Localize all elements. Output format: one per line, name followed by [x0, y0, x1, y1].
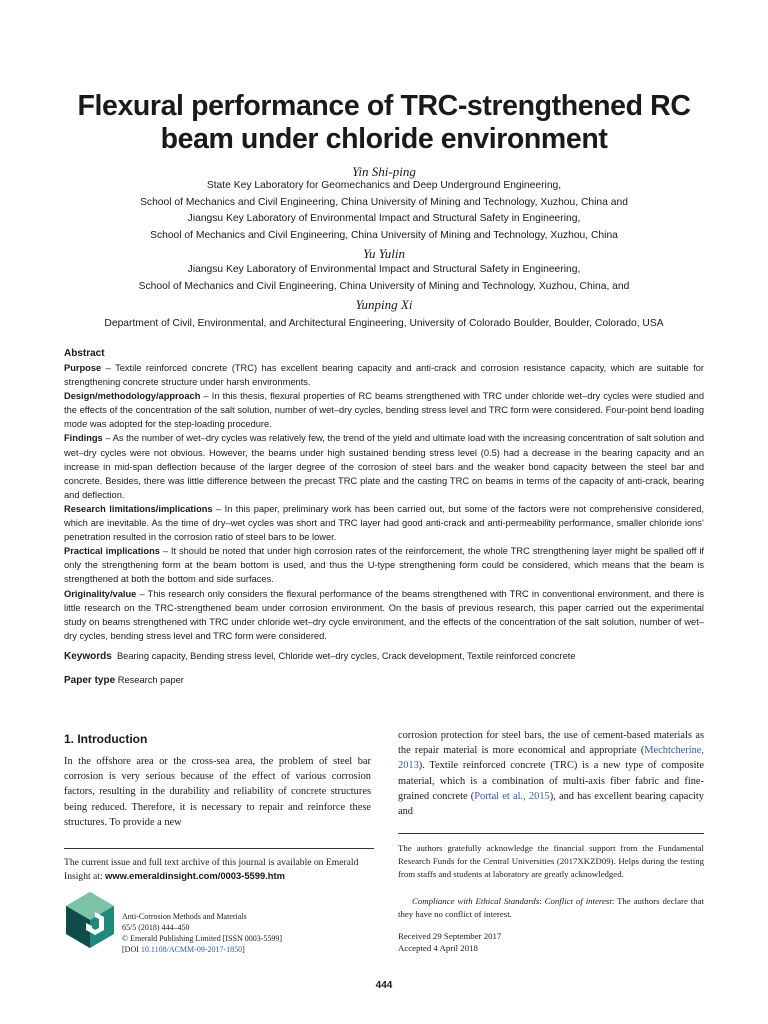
journal-volume: 65/5 (2018) 444–450	[122, 923, 190, 932]
footnote-divider-left	[64, 848, 374, 849]
abstract-purpose	[64, 361, 704, 389]
affiliation-line: Department of Civil, Environmental, and Architectural Engineering, University of Colorado Boulder, Boulder, Colorado, USA	[104, 318, 664, 329]
intro-left-column: In the offshore area or the cross-sea area, the problem of steel bar corrosion is very serious because of the effect of various corrosion factors, resulting in the durability and reliability of concrete structures being reduced. Therefore, it is necessary to repair and reinforce these structures. To provide a new	[64, 756, 371, 828]
doi-suffix: ]	[242, 945, 245, 954]
intro-right-column	[398, 728, 704, 819]
dates	[398, 930, 501, 954]
abstract-findings	[64, 431, 704, 501]
keywords-label: Keywords	[64, 650, 112, 662]
author-affiliations-3	[40, 316, 728, 333]
keywords-list: Bearing capacity, Bending stress level, Chloride wet–dry cycles, Crack development, Textile reinforced concrete	[116, 650, 576, 661]
journal-info	[122, 911, 382, 955]
affiliation-line: School of Mechanics and Civil Engineering, China University of Mining and Technology, Xuzhou, China	[150, 229, 618, 241]
title-line-2: beam under chloride environment	[160, 123, 608, 155]
abstract-originality	[64, 587, 704, 643]
received-date: Received 29 September 2017	[398, 931, 502, 941]
page-number: 444	[375, 980, 393, 991]
intro-text: corrosion protection for steel bars, the use of cement-based materials as the repair material is more economical and appropriate (	[398, 730, 704, 757]
paper-type-label: Paper type	[64, 674, 116, 686]
emerald-logo-icon	[64, 890, 116, 950]
author-name-1: Yin Shi-ping	[352, 164, 416, 179]
acknowledgement: The authors gratefully acknowledge the financial support from the Fundamental Research Funds for the Central Universities (2017XKZD09). Helps during the testing from staffs and students at laboratory are greatly acknowledged.	[398, 843, 704, 879]
abstract-text: – Textile reinforced concrete (TRC) has excellent bearing capacity and anti-crack and corrosion resistance capacity, which are suitable for strengthening concrete structure under harsh environments.	[64, 363, 704, 388]
abstract	[64, 346, 704, 688]
footnote-divider-right	[398, 833, 704, 834]
abstract-text: – In this thesis, flexural properties of RC beams strengthened with TRC under chloride wet–dry cycles were studied and the effects of the concentration of the salt solution, number of wet–dry cycles, bending stress level and TRC form were considered. Four-point bend loading mode was adopted for the step-loading procedure.	[64, 391, 704, 430]
abstract-label: Originality/value	[64, 588, 137, 599]
abstract-text: – In this paper, preliminary work has been carried out, but some of the factors were not comprehensive considered, which are inevitable. As the time of dry–wet cycles was short and TRC layer had good anti-crack and anti-permeability performance, smaller chloride ions’ penetration resulted in the corrosion ratio of steel bars to be lower.	[64, 503, 705, 543]
abstract-limitations	[64, 502, 704, 544]
abstract-text: – As the number of wet–dry cycles was relatively few, the trend of the yield and ultimate load with the increasing concentration of salt solution and wet–dry cycles were not obvious. However, the beams under high sustained bending stress level (0.5) had a decrease in the bearing capacity and an increase in mid-span deflection because of the larger degree of the corrosion of steel bars and the weaker bond capacity between the steel bar and concrete. Besides, there was little difference between the precast TRC plate and the casting TRC on beams in terms of the capacity of anti-crack, bearing and deflection.	[64, 433, 704, 500]
author-affiliations-2	[40, 262, 728, 295]
doi-prefix: [DOI	[122, 945, 141, 954]
affiliation-line: Jiangsu Key Laboratory of Environmental Impact and Structural Safety in Engineering,	[187, 213, 581, 224]
paper-type-value: Research paper	[117, 674, 184, 685]
author-name-2: Yu Yulin	[362, 246, 406, 261]
citation-link-mechtcherine[interactable]: Mechtcherine, 2013	[398, 745, 704, 772]
intro-text: ). Textile reinforced concrete (TRC) is a new type of composite material, which is a combination of multi-axis fiber fabric and fine-grained concrete (	[398, 760, 704, 802]
doi-link[interactable]: 10.1108/ACMM-09-2017-1850	[140, 945, 243, 954]
abstract-label: Purpose	[64, 363, 102, 373]
affiliation-line: State Key Laboratory for Geomechanics and Deep Underground Engineering,	[206, 180, 562, 191]
paper-type	[64, 673, 704, 688]
abstract-label: Design/methodology/approach	[64, 391, 201, 402]
compliance-statement: Compliance with Ethical Standards: Conflict of interest: The authors declare that they have no conflict of interest.	[398, 896, 704, 919]
compliance-text: The authors declare that they have no conflict of interest.	[398, 896, 704, 919]
archive-url-link[interactable]: www.emeraldinsight.com/0003-5599.htm	[105, 870, 285, 881]
affiliation-line: Jiangsu Key Laboratory of Environmental Impact and Structural Safety in Engineering,	[187, 264, 581, 275]
abstract-text: – It should be noted that under high corrosion rates of the reinforcement, the whole TRC strengthening layer might be spalled off if only the strengthening form at the beam bottom is used, and thus the U-type strengthening form could be considered, which means that the beam is strengthened at both the bottom and side surfaces.	[64, 546, 705, 585]
citation-link-portal[interactable]: Portal et al., 2015	[474, 790, 550, 802]
journal-publisher: © Emerald Publishing Limited [ISSN 0003-5599]	[122, 934, 283, 943]
abstract-text: – This research only considers the flexural performance of the beams strengthened with TRC in conventional environment, and there is little research on the TRC-strengthened beam under corrosion environment. On the basis of previous research, this paper carried out the experimental study on beams strengthened with TRC under chloride wet–dry cycle environment, and the effects of the concentration of the salt solution, number of wet–dry cycles, bending stress level and TRC form were considered.	[64, 588, 704, 641]
compliance-label: Compliance with Ethical Standards	[412, 896, 540, 906]
title-line-1: Flexural performance of TRC-strengthened RC	[77, 90, 691, 122]
keywords	[64, 649, 704, 664]
archive-text: The current issue and full text archive of this journal is available on Emerald Insight at:	[64, 857, 359, 882]
abstract-label: Findings	[64, 433, 103, 444]
section-heading-introduction: 1. Introduction	[64, 732, 148, 746]
abstract-label: Practical implications	[64, 546, 160, 557]
abstract-heading: Abstract	[64, 348, 105, 359]
archive-note	[64, 856, 374, 883]
paper-title	[40, 90, 728, 156]
accepted-date: Accepted 4 April 2018	[398, 943, 478, 953]
intro-text: ), and has excellent bearing capacity and	[398, 790, 705, 818]
abstract-design	[64, 389, 704, 431]
author-name-3: Yunping Xi	[355, 297, 413, 312]
affiliation-line: School of Mechanics and Civil Engineering, China University of Mining and Technology, Xuzhou, China and	[140, 196, 628, 208]
affiliation-line: School of Mechanics and Civil Engineering, China University of Mining and Technology, Xuzhou, China, and	[138, 280, 630, 292]
abstract-label: Research limitations/implications	[64, 503, 213, 514]
journal-name: Anti-Corrosion Methods and Materials	[122, 912, 247, 921]
conflict-label: Conflict of interest	[544, 896, 612, 906]
author-affiliations-1	[40, 178, 728, 244]
abstract-practical	[64, 544, 704, 586]
journal-doi	[122, 944, 382, 955]
